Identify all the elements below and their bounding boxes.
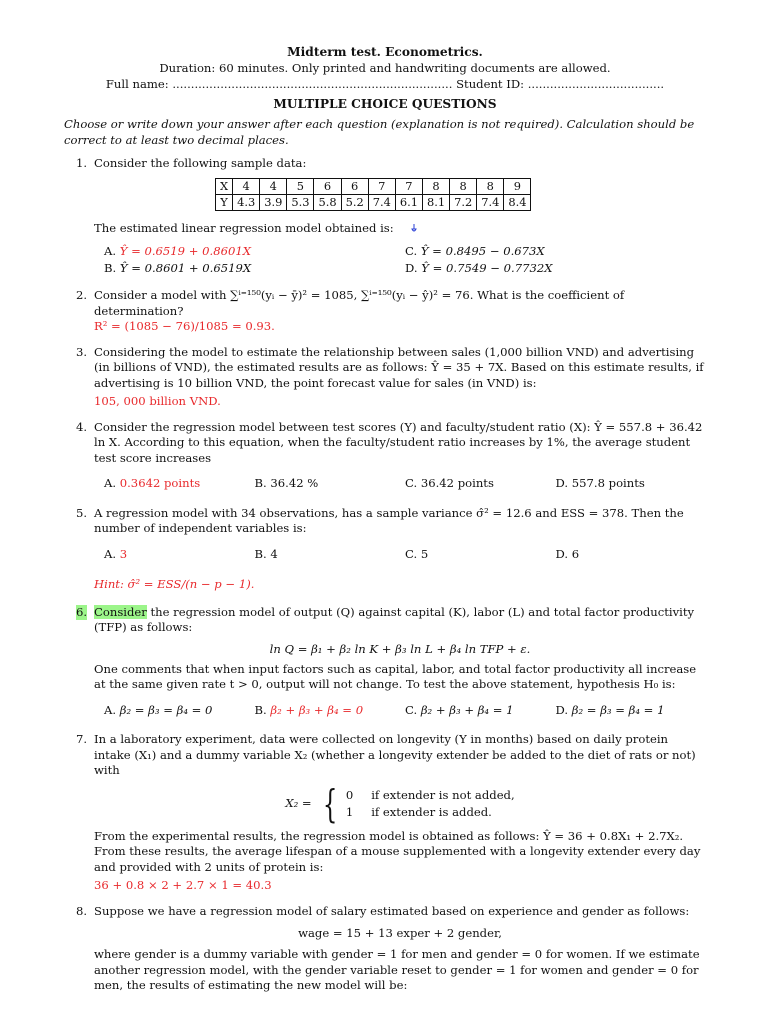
table-cell: 8 bbox=[450, 178, 477, 194]
question-text: Consider the regression model between test scores (Y) and faculty/student ratio (X): Ŷ = 557.8 + 36.42 ln X. According to this equation, when the faculty/student ratio increases by 1%, the average student test score increases bbox=[94, 419, 703, 465]
option-a: A. β₂ = β₃ = β₄ = 0 bbox=[104, 702, 213, 717]
table-cell: 8 bbox=[422, 178, 449, 194]
answer-options bbox=[94, 244, 706, 276]
question-text: Consider the regression model of output (Q) against capital (K), labor (L) and total factor productivity (TFP) as follows: bbox=[94, 604, 695, 634]
question-number: 1. bbox=[76, 156, 88, 170]
question-prompt bbox=[94, 221, 706, 237]
table-cell: 5.2 bbox=[341, 194, 368, 210]
option-d-text: 557.8 points bbox=[571, 476, 645, 490]
option-c: C. Ŷ = 0.8495 − 0.673X bbox=[405, 244, 545, 258]
question-8 bbox=[64, 904, 706, 994]
table-cell: 9 bbox=[504, 178, 531, 194]
highlighted-word: Consider bbox=[94, 604, 147, 619]
option-d: D. 6 bbox=[555, 546, 580, 561]
exam-title: Midterm test. Econometrics. bbox=[287, 45, 483, 59]
option-a-text: β₂ = β₃ = β₄ = 0 bbox=[119, 702, 213, 717]
table-cell: 8.1 bbox=[422, 194, 449, 210]
option-a: A. 3 bbox=[104, 546, 128, 561]
dummy-definition bbox=[94, 781, 706, 826]
instructions: Choose or write down your answer after each question (explanation is not required). Calculation should be correct to at least two decimal places. bbox=[64, 117, 695, 147]
option-d: D. β₂ = β₃ = β₄ = 1 bbox=[555, 702, 665, 717]
option-b-text: β₂ + β₃ + β₄ = 0 bbox=[270, 702, 364, 717]
question-1 bbox=[64, 156, 706, 276]
prompt-text: The estimated linear regression model obtained is: bbox=[94, 220, 394, 235]
question-text-2: where gender is a dummy variable with gender = 1 for men and gender = 0 for women. If we estimate another regression model, with the gender variable reset to gender = 1 for women and gender = 0 for men, the results of estimating the new model will be: bbox=[94, 947, 700, 992]
answer-text: R² = (1085 − 76)/1085 = 0.93. bbox=[94, 319, 275, 333]
table-cell: 4.3 bbox=[233, 194, 260, 210]
question-number: 3. bbox=[76, 344, 88, 359]
table-cell: 7.4 bbox=[477, 194, 504, 210]
option-a-text: 3 bbox=[119, 546, 128, 561]
option-c-text: β₂ + β₃ + β₄ = 1 bbox=[420, 702, 514, 717]
option-a: A. 0.3642 points bbox=[104, 476, 201, 490]
option-b-text: 4 bbox=[270, 546, 278, 561]
option-b-text: 36.42 % bbox=[270, 476, 319, 490]
name-id-line: Full name: ............................................................................ Student ID: ..................................... bbox=[105, 77, 665, 91]
table-cell: 6 bbox=[314, 178, 341, 194]
question-text: In a laboratory experiment, data were collected on longevity (Y in months) based on daily protein intake (X₁) and a dummy variable X₂ (whether a longevity extender be added to the diet of rats or not) with bbox=[94, 732, 696, 777]
cases-list bbox=[346, 787, 515, 821]
table-cell: 8.4 bbox=[504, 194, 531, 210]
table-cell: 7 bbox=[368, 178, 395, 194]
brace-symbol: { bbox=[322, 781, 337, 826]
option-c: C. 5 bbox=[405, 546, 429, 561]
answer-text: 105, 000 billion VND. bbox=[94, 394, 221, 408]
table-row bbox=[216, 178, 531, 194]
option-c: C. β₂ + β₃ + β₄ = 1 bbox=[405, 702, 514, 717]
option-b: B. Ŷ = 0.8601 + 0.6519X bbox=[104, 260, 252, 275]
question-text: A regression model with 34 observations, has a sample variance σ̂² = 12.6 and ESS = 378. Then the number of independent variables is: bbox=[94, 505, 684, 535]
table-cell: 4 bbox=[260, 178, 287, 194]
exam-duration: Duration: 60 minutes. Only printed and handwriting documents are allowed. bbox=[159, 61, 611, 75]
wage-equation: wage = 15 + 13 exper + 2 gender, bbox=[298, 926, 502, 940]
table-cell: 7.2 bbox=[450, 194, 477, 210]
case-1: 1 if extender is added. bbox=[345, 804, 492, 819]
option-a-text: Ŷ = 0.6519 + 0.8601X bbox=[119, 244, 251, 258]
option-b: B. 36.42 % bbox=[254, 476, 319, 490]
question-text: Consider the following sample data: bbox=[94, 156, 307, 170]
question-4 bbox=[64, 420, 706, 492]
answer-options bbox=[94, 703, 706, 719]
question-text: Suppose we have a regression model of salary estimated based on experience and gender as follows: bbox=[94, 903, 690, 918]
table-row bbox=[216, 194, 531, 210]
answer-options bbox=[94, 476, 706, 492]
exam-page bbox=[64, 44, 706, 994]
option-b-text: Ŷ = 0.8601 + 0.6519X bbox=[119, 260, 252, 275]
option-d: D. 557.8 points bbox=[555, 476, 645, 490]
option-d-text: 6 bbox=[571, 546, 580, 561]
option-c-text: 36.42 points bbox=[420, 476, 494, 490]
question-7 bbox=[64, 732, 706, 894]
hint-text: Hint: σ̂² = ESS/(n − p − 1). bbox=[94, 577, 255, 591]
table-cell: 4 bbox=[233, 178, 260, 194]
question-number: 2. bbox=[76, 288, 88, 302]
section-title: MULTIPLE CHOICE QUESTIONS bbox=[273, 97, 497, 111]
table-cell: 5 bbox=[287, 178, 314, 194]
question-number: 8. bbox=[76, 903, 88, 918]
table-cell: 7 bbox=[395, 178, 422, 194]
question-number: 4. bbox=[76, 419, 88, 434]
table-cell: 6.1 bbox=[395, 194, 422, 210]
option-d-text: Ŷ = 0.7549 − 0.7732X bbox=[421, 260, 553, 275]
pencil-annotation-icon bbox=[411, 222, 417, 230]
question-text: Considering the model to estimate the relationship between sales (1,000 billion VND) and advertising (in billions of VND), the estimated results are as follows: Ŷ = 35 + 7X. Based on this estimate results, if advertising is 10 billion VND, the point forecast value for sales (in VND) is: bbox=[94, 344, 704, 390]
dummy-lhs: X₂ = bbox=[285, 795, 312, 810]
option-a: A. Ŷ = 0.6519 + 0.8601X bbox=[104, 244, 251, 258]
option-d-text: β₂ = β₃ = β₄ = 1 bbox=[571, 702, 665, 717]
question-5 bbox=[64, 506, 706, 593]
question-number: 7. bbox=[76, 732, 88, 746]
table-cell: 6 bbox=[341, 178, 368, 194]
question-number: 6. bbox=[76, 604, 88, 619]
option-c-text: Ŷ = 0.8495 − 0.673X bbox=[420, 244, 545, 258]
case-0: 0 if extender is not added, bbox=[345, 787, 515, 802]
option-c-text: 5 bbox=[420, 546, 429, 561]
sample-data-table bbox=[215, 178, 531, 211]
table-cell: 3.9 bbox=[260, 194, 287, 210]
question-3 bbox=[64, 345, 706, 410]
question-6 bbox=[64, 605, 706, 719]
table-cell: 8 bbox=[477, 178, 504, 194]
table-header-cell: Y bbox=[216, 194, 233, 210]
answer-options bbox=[94, 547, 706, 563]
question-text-2: From the experimental results, the regression model is obtained as follows: Ŷ = 36 + 0.8X₁ + 2.7X₂. From these results, the average lifespan of a mouse supplemented with a longevity extender every day and provided with 2 units of protein is: bbox=[94, 828, 701, 874]
table-cell: 5.3 bbox=[287, 194, 314, 210]
option-d: D. Ŷ = 0.7549 − 0.7732X bbox=[405, 260, 553, 275]
option-b: B. β₂ + β₃ + β₄ = 0 bbox=[254, 702, 364, 717]
option-b: B. 4 bbox=[254, 546, 278, 561]
option-a-text: 0.3642 points bbox=[119, 476, 201, 490]
table-cell: 5.8 bbox=[314, 194, 341, 210]
table-header-cell: X bbox=[216, 178, 233, 194]
table-cell: 7.4 bbox=[368, 194, 395, 210]
question-2 bbox=[64, 288, 706, 335]
question-number: 5. bbox=[76, 505, 88, 520]
question-text: Consider a model with ∑ⁱ⁼¹⁵⁰(yᵢ − ȳ)² = 1085, ∑ⁱ⁼¹⁵⁰(yᵢ − ŷ)² = 76. What is the coefficient of determination? bbox=[94, 288, 625, 318]
model-equation: ln Q = β₁ + β₂ ln K + β₃ ln L + β₄ ln TFP + ε. bbox=[269, 641, 531, 656]
option-c: C. 36.42 points bbox=[405, 476, 494, 490]
question-text-2: One comments that when input factors such as capital, labor, and total factor productivity all increase at the same given rate t > 0, output will not change. To test the above statement, hypothesis H₀ is: bbox=[94, 661, 697, 691]
answer-text: 36 + 0.8 × 2 + 2.7 × 1 = 40.3 bbox=[94, 878, 272, 892]
